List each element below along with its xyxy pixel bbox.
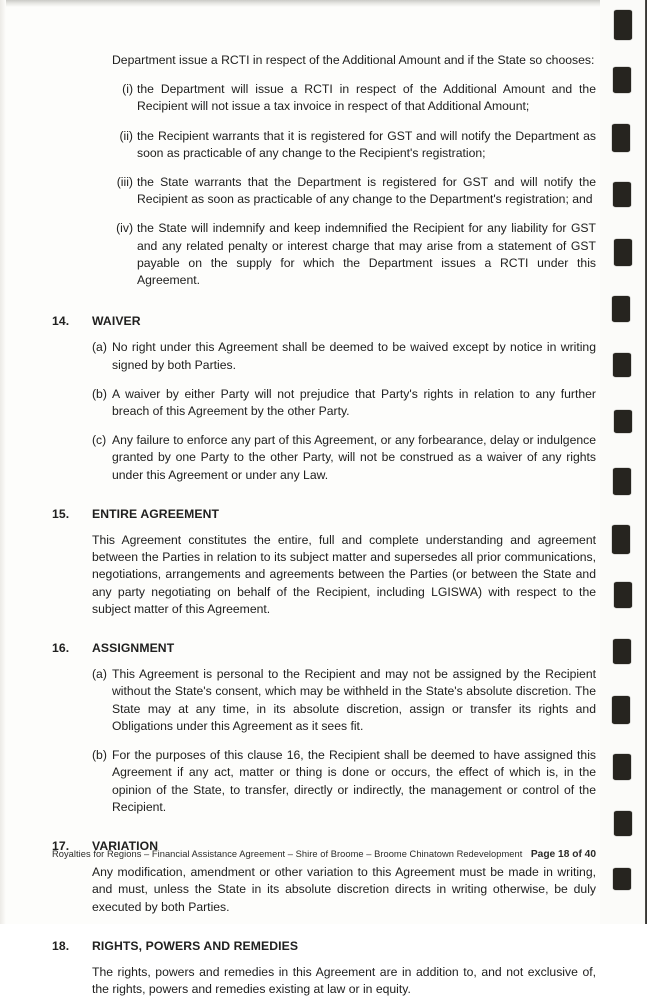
clause-15 xyxy=(52,506,596,618)
clause-number: 15. xyxy=(52,506,70,521)
binding-hole-icon xyxy=(614,582,632,608)
list-marker: (a) xyxy=(92,340,107,355)
clause-18 xyxy=(52,938,596,998)
continued-paragraph: Department issue a RCTI in respect of the Additional Amount and if the State so chooses: xyxy=(112,53,595,67)
footer-document-title: Royalties for Regions – Financial Assistance Agreement – Shire of Broome – Broome Chinatown Redevelopment xyxy=(52,849,523,859)
page-footer xyxy=(52,849,596,860)
list-marker: (b) xyxy=(92,748,107,763)
list-item-text: the Department will issue a RCTI in respect of the Additional Amount and the Recipient will not issue a tax invoice in respect of that Additional Amount; xyxy=(137,82,596,114)
list-item xyxy=(92,747,596,816)
binding-hole-icon xyxy=(614,811,632,836)
list-marker: (b) xyxy=(92,386,107,401)
clause-heading xyxy=(52,506,596,523)
clause-number: 14. xyxy=(52,314,70,329)
binding-hole-icon xyxy=(613,353,631,377)
list-item-text: the Recipient warrants that it is registered for GST and will notify the Department as soon as practicable of any change to the Recipient's registration; xyxy=(137,128,596,160)
binding-hole-icon xyxy=(612,124,630,152)
list-item xyxy=(92,432,596,484)
clause-number: 16. xyxy=(52,641,70,656)
clause-paragraph: Any modification, amendment or other variation to this Agreement must be made in writing, and must, unless the State in its absolute discretion directs in writing otherwise, be duly executed by both Parties. xyxy=(92,865,596,914)
clause-title: RIGHTS, POWERS AND REMEDIES xyxy=(92,938,299,953)
binding-hole-icon xyxy=(612,296,630,322)
binding-margin xyxy=(600,0,653,924)
clause-title: ASSIGNMENT xyxy=(92,641,175,656)
clause-number: 17. xyxy=(52,838,70,853)
lettered-list xyxy=(52,666,596,816)
clause-paragraph: The rights, powers and remedies in this Agreement are in addition to, and not exclusive of, the rights, powers and remedies existing at law or in equity. xyxy=(92,964,596,997)
binding-hole-icon xyxy=(612,525,630,554)
list-marker: (i) xyxy=(122,82,133,97)
scan-edge-shadow-top xyxy=(0,0,600,7)
list-item-text: A waiver by either Party will not prejudice that Party's rights in relation to any further breach of this Agreement by the other Party. xyxy=(112,386,596,419)
clause-title: VARIATION xyxy=(92,838,159,853)
binding-hole-icon xyxy=(614,10,632,40)
binding-hole-icon xyxy=(614,239,632,266)
clause-14 xyxy=(52,313,596,484)
list-item xyxy=(52,128,596,162)
list-item-text: the State will indemnify and keep indemnified the Recipient for any liability for GST and any related penalty or interest charge that may arise from a statement of GST payable on the supply for which the Department issues a RCTI under this Agreement. xyxy=(137,221,596,288)
scan-edge-shadow-left xyxy=(0,0,6,924)
binding-hole-icon xyxy=(613,639,631,664)
list-item-text: No right under this Agreement shall be deemed to be waived except by notice in writing signed by both Parties. xyxy=(112,340,596,372)
list-item-text: For the purposes of this clause 16, the Recipient shall be deemed to have assigned this Agreement if any act, matter or thing is done or occurs, the effect of which is, in the opinion of the State, to transfer, directly or indirectly, the management or control of the Recipient. xyxy=(112,748,596,814)
binding-hole-icon xyxy=(612,696,630,724)
clause-heading xyxy=(52,640,596,657)
lettered-list xyxy=(52,339,596,483)
clause-title: WAIVER xyxy=(92,314,141,329)
list-item xyxy=(52,81,596,115)
clause-heading xyxy=(52,313,596,330)
roman-numeral-list xyxy=(52,81,596,289)
list-item xyxy=(92,386,596,420)
clause-title: ENTIRE AGREEMENT xyxy=(92,506,220,521)
list-item xyxy=(92,339,596,373)
binding-hole-icon xyxy=(613,868,631,890)
list-marker: (c) xyxy=(92,433,107,448)
list-item xyxy=(92,666,596,735)
footer-page-number: Page 18 of 40 xyxy=(530,849,596,860)
list-item-text: This Agreement is personal to the Recipient and may not be assigned by the Recipient without the State's consent, which may be withheld in the State's absolute discretion. The State may at any time, in its absolute discretion, assign or transfer its rights and Obligations under this Agreement as it sees fit. xyxy=(112,667,596,733)
clause-heading xyxy=(52,938,596,955)
binding-hole-icon xyxy=(613,468,631,495)
page-edge-outside xyxy=(647,0,653,924)
list-marker: (iii) xyxy=(116,175,133,190)
binding-hole-icon xyxy=(614,410,632,433)
list-item xyxy=(52,220,596,289)
list-item-text: the State warrants that the Department is registered for GST and will notify the Recipient as soon as practicable of any change to the Department's registration; and xyxy=(137,175,596,207)
list-item xyxy=(52,174,596,208)
list-marker: (ii) xyxy=(119,128,133,143)
binding-hole-icon xyxy=(613,67,631,93)
list-marker: (a) xyxy=(92,667,107,682)
binding-hole-icon xyxy=(613,754,631,780)
clause-16 xyxy=(52,640,596,816)
clause-paragraph: This Agreement constitutes the entire, full and complete understanding and agreement between the Parties in relation to its subject matter and supersedes all prior communications, negotiations, arrangements and agreements between the Parties (or between the State and any party negotiating on behalf of the Recipient, including LGISWA) with respect to the subject matter of this Agreement. xyxy=(92,533,596,616)
list-item-text: Any failure to enforce any part of this Agreement, or any forbearance, delay or indulgence granted by one Party to the other Party, will not be construed as a waiver of any rights under this Agreement or under any Law. xyxy=(112,433,596,482)
clause-number: 18. xyxy=(52,938,70,953)
list-marker: (iv) xyxy=(116,221,133,236)
binding-hole-icon xyxy=(613,182,631,207)
